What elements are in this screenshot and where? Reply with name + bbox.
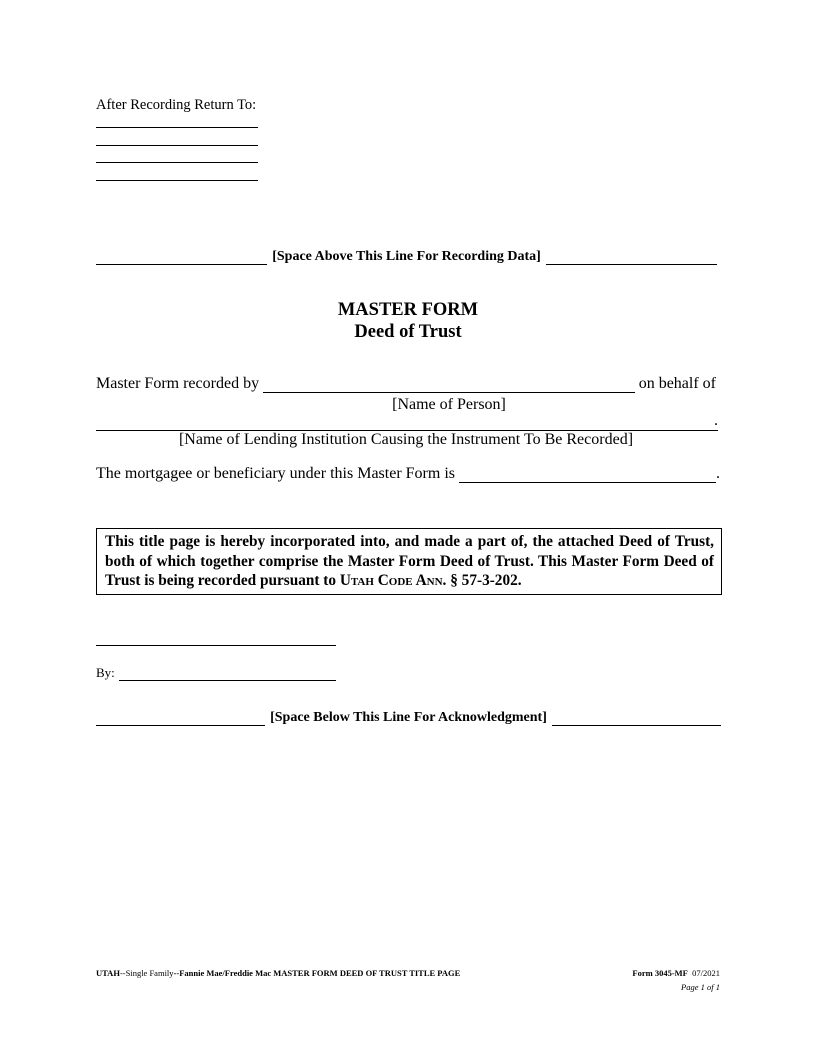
footer-form-number [632, 968, 720, 978]
footer-page-number: Page 1 of 1 [681, 982, 720, 992]
recording-data-label: [Space Above This Line For Recording Data] [272, 249, 541, 264]
footer-state: UTAH [96, 968, 120, 978]
notice-box [96, 528, 722, 595]
mortgagee-text: The mortgagee or beneficiary under this Master Form is [96, 465, 455, 482]
acknowledgment-divider [96, 710, 721, 726]
recorded-by-row [96, 375, 716, 393]
divider-rule-left [96, 250, 267, 265]
footer-form-date: 07/2021 [692, 968, 720, 978]
notice-citation-code: Utah Code Ann. [339, 572, 447, 589]
institution-line-period: . [714, 412, 718, 429]
return-address-line [96, 180, 258, 181]
signature-name-line[interactable] [96, 645, 336, 646]
divider-rule-left [96, 711, 265, 726]
return-address-line [96, 162, 258, 163]
by-label: By: [96, 665, 115, 680]
recorded-by-suffix: on behalf of [638, 375, 716, 392]
mortgagee-row [96, 465, 720, 483]
page-subtitle: Deed of Trust [354, 322, 462, 342]
footer-title: Fannie Mae/Freddie Mac MASTER FORM DEED OF TRUST TITLE PAGE [179, 968, 461, 978]
institution-name-blank[interactable] [96, 413, 718, 431]
person-name-caption: [Name of Person] [392, 396, 506, 413]
footer-form-description [96, 968, 460, 978]
footer-separator: -- [173, 968, 180, 978]
return-address-line [96, 127, 258, 128]
footer-family: Single Family [125, 968, 174, 978]
divider-rule-right [552, 711, 721, 726]
notice-text: This title page is hereby incorporated into, and made a part of, the attached Deed of Trust, both of which together comprise the Master Form Deed of Trust. This Master Form Deed of Trust is being recorded pursuant to [105, 533, 714, 589]
signature-by-row [96, 665, 336, 681]
divider-rule-right [546, 250, 717, 265]
notice-citation-section: § 57-3-202. [450, 572, 522, 589]
signature-by-blank[interactable] [119, 667, 336, 681]
institution-name-caption: [Name of Lending Institution Causing the Instrument To Be Recorded] [178, 431, 634, 448]
recording-data-divider [96, 249, 717, 265]
mortgagee-period: . [716, 465, 720, 482]
person-name-blank[interactable] [263, 375, 635, 393]
return-to-label: After Recording Return To: [96, 97, 257, 113]
footer-separator: -- [119, 968, 126, 978]
acknowledgment-label: [Space Below This Line For Acknowledgment] [270, 710, 547, 725]
page-title: MASTER FORM [337, 300, 479, 320]
mortgagee-blank[interactable] [459, 465, 716, 483]
footer-form-id: Form 3045-MF [632, 968, 688, 978]
return-address-line [96, 145, 258, 146]
recorded-by-prefix: Master Form recorded by [96, 375, 260, 392]
